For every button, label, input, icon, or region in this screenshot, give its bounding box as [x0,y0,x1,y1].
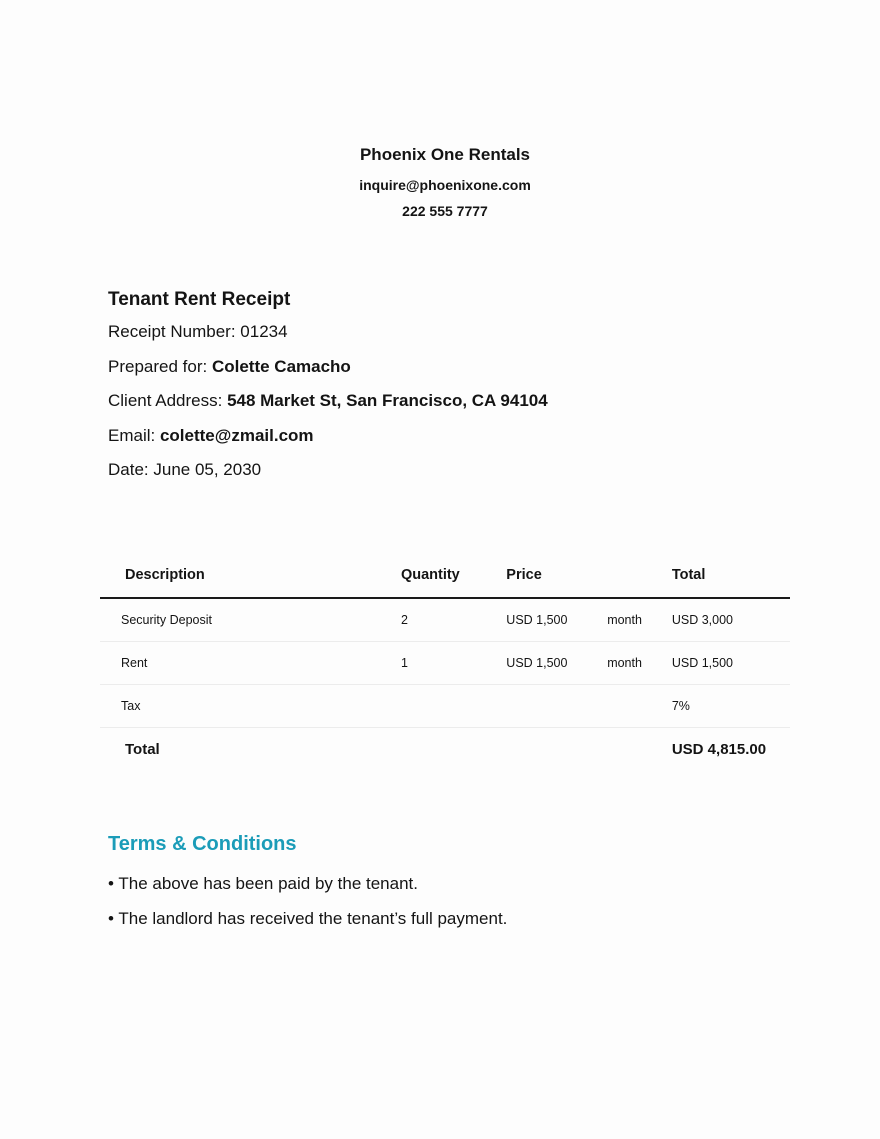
receipt-number-label: Receipt Number: [108,322,241,341]
row-total: 7% [672,685,790,728]
row-total: USD 3,000 [672,598,790,642]
table-header-row [100,552,790,598]
client-email-label: Email: [108,425,160,445]
prepared-for-row [108,355,548,379]
receipt-date: June 05, 2030 [153,460,262,479]
client-address-label: Client Address: [108,391,228,410]
row-unit: month [607,642,672,685]
table-row [100,642,790,685]
row-price: USD 1,500 [506,642,607,685]
company-header [0,143,880,221]
header-unit [607,552,672,598]
grand-total-row [100,728,790,771]
client-address: 548 Market St, San Francisco, CA 94104 [227,391,548,410]
row-quantity: 1 [392,642,506,685]
terms-heading: Terms & Conditions [108,833,297,855]
receipt-date-row [108,458,548,482]
prepared-for-name: Colette Camacho [211,356,351,376]
header-price: Price [506,552,607,598]
grand-total-label: Total [125,740,160,758]
receipt-details [108,286,548,493]
receipt-number: 01234 [240,322,288,341]
company-name: Phoenix One Rentals [359,145,531,164]
line-items-table [100,552,790,770]
receipt-date-label: Date: [108,460,154,479]
header-description: Description [100,552,392,598]
header-total: Total [672,552,790,598]
row-description: Rent [100,642,392,685]
grand-total-value: USD 4,815.00 [671,740,767,758]
client-email-row [108,424,548,448]
table-row [100,598,790,642]
table-row [100,685,790,728]
row-description: Tax [100,685,392,728]
terms-item: • The above has been paid by the tenant. [108,874,418,893]
company-email: inquire@phoenixone.com [359,177,531,193]
row-price: USD 1,500 [506,598,607,642]
row-total: USD 1,500 [672,642,790,685]
client-address-row [108,389,548,413]
row-unit [607,685,672,728]
row-quantity [392,685,506,728]
terms-section [108,830,507,942]
row-price [506,685,607,728]
client-email: colette@zmail.com [159,425,314,445]
receipt-number-row [108,320,548,344]
prepared-for-label: Prepared for: [108,356,212,376]
header-quantity: Quantity [392,552,506,598]
row-description: Security Deposit [100,598,392,642]
company-phone: 222 555 7777 [402,203,488,219]
row-unit: month [607,598,672,642]
receipt-title: Tenant Rent Receipt [108,289,291,310]
row-quantity: 2 [392,598,506,642]
terms-item: • The landlord has received the tenant’s full payment. [108,909,508,928]
